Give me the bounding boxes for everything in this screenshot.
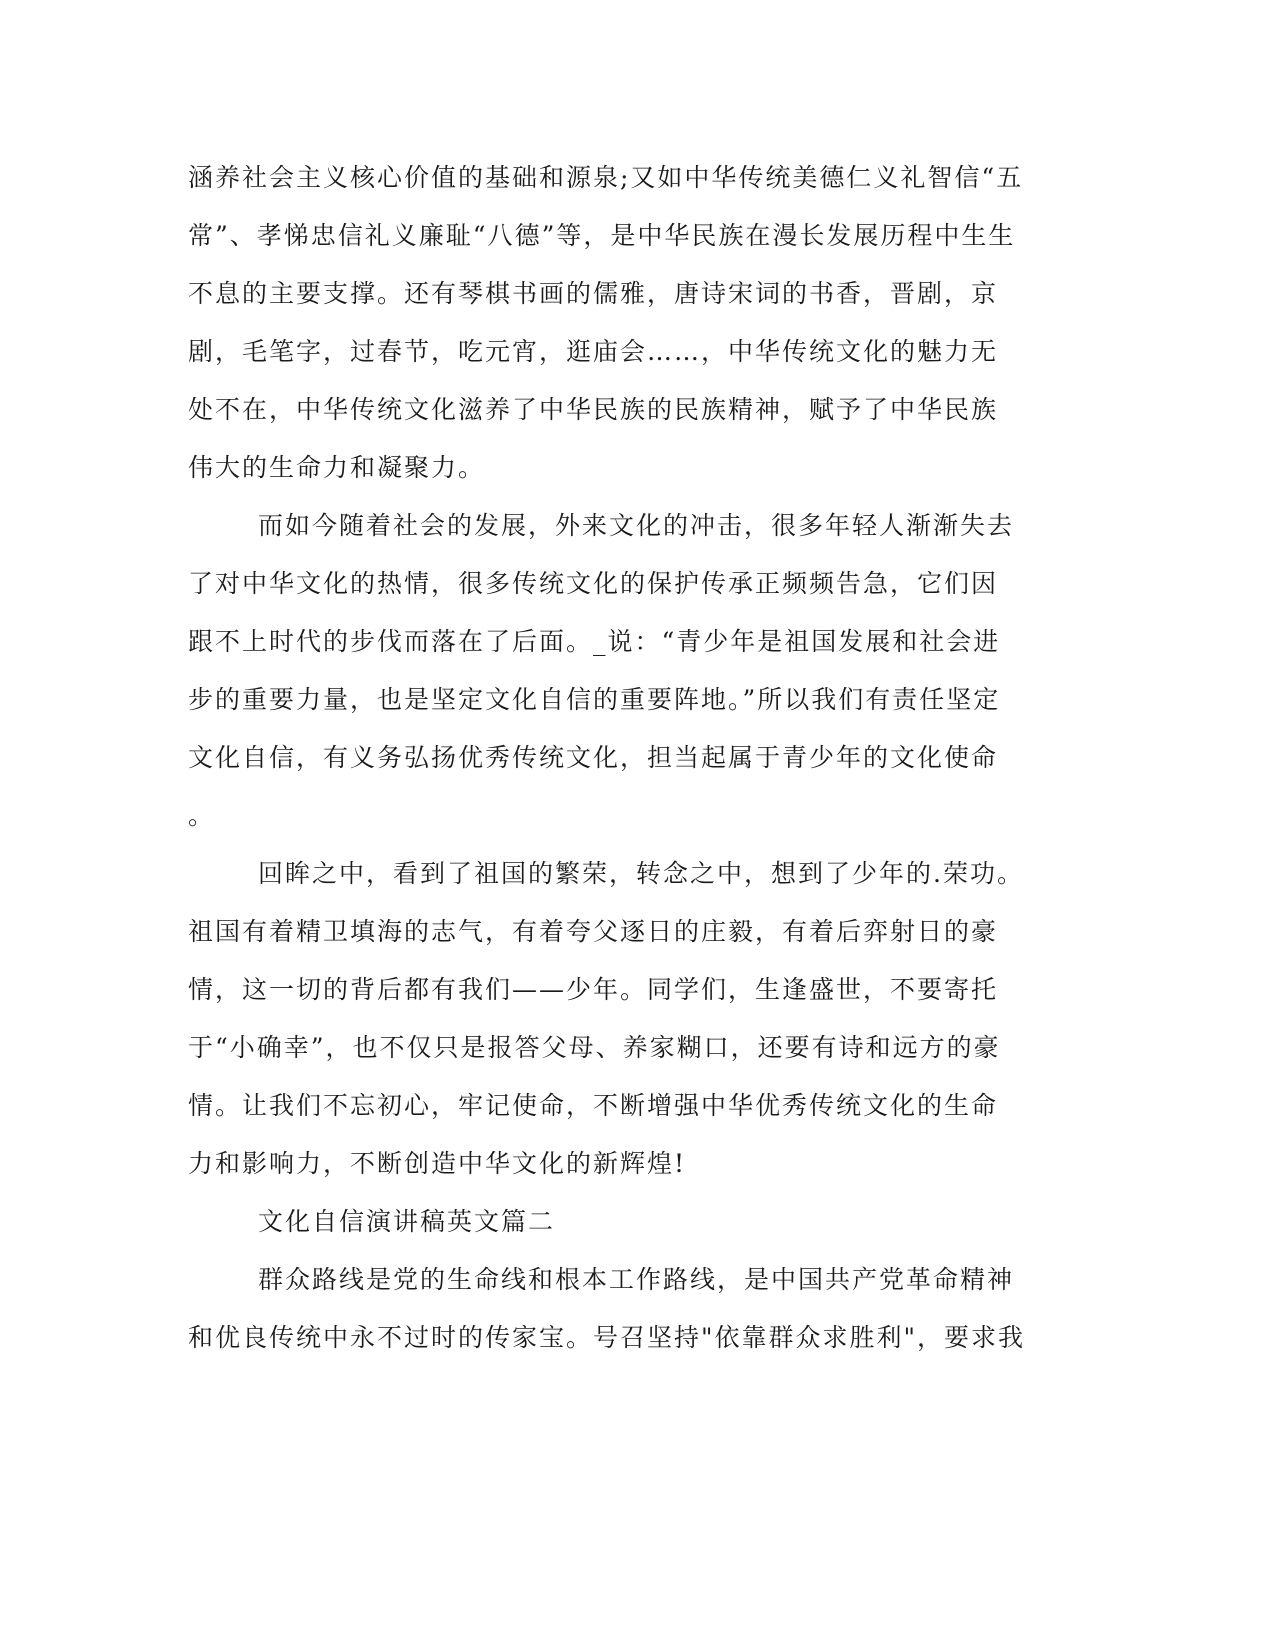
text-line: 和优良传统中永不过时的传家宝。号召坚持"依靠群众求胜利"，要求我 <box>188 1323 1026 1352</box>
text-line: 步的重要力量，也是坚定文化自信的重要阵地。”所以我们有责任坚定 <box>188 685 1001 714</box>
paragraph-start-line: 群众路线是党的生命线和根本工作路线，是中国共产党革命精神 <box>258 1265 1015 1294</box>
text-line: 跟不上时代的步伐而落在了后面。_说：“青少年是祖国发展和社会进 <box>188 627 1001 656</box>
text-line: 祖国有着精卫填海的志气，有着夸父逐日的庄毅，有着后弈射日的豪 <box>188 917 999 946</box>
text-line: 不息的主要支撑。还有琴棋书画的儒雅，唐诗宋词的书香，晋剧，京 <box>188 279 999 308</box>
section-heading: 文化自信演讲稿英文篇二 <box>258 1207 556 1236</box>
text-line: 情。让我们不忘初心，牢记使命，不断增强中华优秀传统文化的生命 <box>188 1091 999 1120</box>
text-line: 情，这一切的背后都有我们——少年。同学们，生逢盛世，不要寄托 <box>188 975 999 1004</box>
text-line: 力和影响力，不断创造中华文化的新辉煌! <box>188 1149 687 1178</box>
text-line: 于“小确幸”，也不仅只是报答父母、养家糊口，还要有诗和远方的豪 <box>188 1033 1001 1062</box>
text-line: 文化自信，有义务弘扬优秀传统文化，担当起属于青少年的文化使命 <box>188 743 999 772</box>
text-line: 处不在，中华传统文化滋养了中华民族的民族精神，赋予了中华民族 <box>188 395 999 424</box>
text-line: 常”、孝悌忠信礼义廉耻“八德”等，是中华民族在漫长发展历程中生生 <box>188 221 1016 250</box>
text-line: 涵养社会主义核心价值的基础和源泉;又如中华传统美德仁义礼智信“五 <box>188 163 1024 192</box>
text-line: 剧，毛笔字，过春节，吃元宵，逛庙会……，中华传统文化的魅力无 <box>188 337 999 366</box>
text-line: 了对中华文化的热情，很多传统文化的保护传承正频频告急，它们因 <box>188 569 999 598</box>
text-line: 伟大的生命力和凝聚力。 <box>188 453 486 482</box>
text-line: 。 <box>188 801 216 830</box>
paragraph-start-line: 回眸之中，看到了祖国的繁荣，转念之中，想到了少年的.荣功。 <box>258 859 1024 888</box>
paragraph-start-line: 而如今随着社会的发展，外来文化的冲击，很多年轻人渐渐失去 <box>258 511 1015 540</box>
